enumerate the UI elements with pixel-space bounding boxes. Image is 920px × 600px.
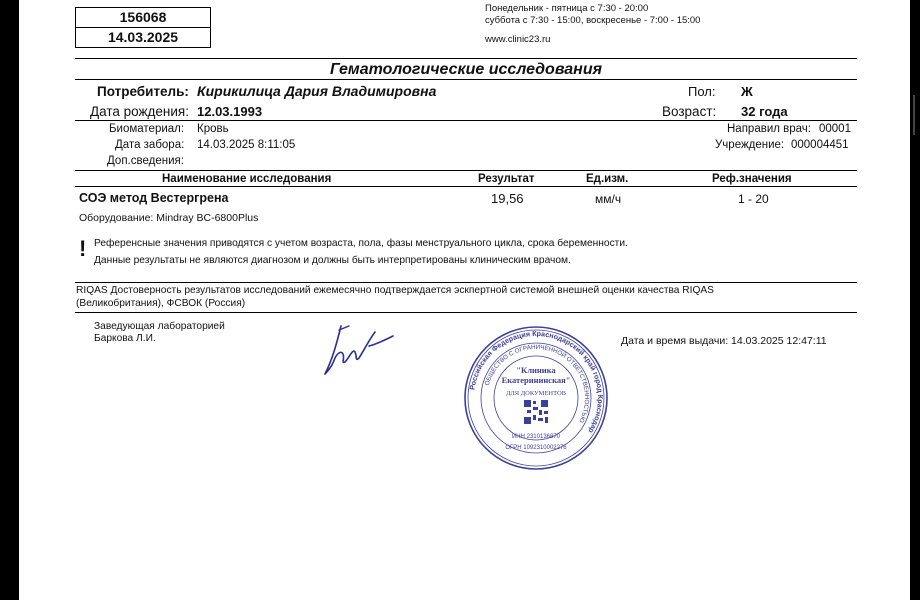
- sample-date-value: 14.03.2025 8:11:05: [197, 139, 296, 151]
- col-header-ref: Реф.значения: [712, 173, 792, 185]
- right-edge: [910, 0, 920, 600]
- issue-datetime: Дата и время выдачи: 14.03.2025 12:47:11: [621, 335, 827, 347]
- stamp-ring-text: Российская Федерация Краснодарский край город Краснодар: [467, 328, 606, 435]
- clinic-stamp: [463, 325, 609, 471]
- institution-label: Учреждение:: [715, 139, 785, 151]
- sample-date-label: Дата забора:: [115, 139, 185, 151]
- doctor-label: Направил врач:: [727, 123, 811, 135]
- document-page: [19, 0, 910, 600]
- stamp-center-line-2: Екатерининская": [501, 375, 571, 385]
- riqas-top-rule: [75, 282, 857, 283]
- website: www.clinic23.ru: [485, 34, 551, 45]
- stamp-center-line-3: ДЛЯ ДОКУМЕНТОВ: [505, 390, 567, 397]
- stamp-qr-icon: [524, 400, 548, 424]
- notes-exclamation-icon: !: [79, 236, 87, 261]
- consumer-label: Потребитель:: [97, 84, 189, 99]
- riqas-bottom-rule: [75, 312, 857, 313]
- biomaterial-value: Кровь: [197, 123, 229, 135]
- col-header-name: Наименование исследования: [162, 173, 332, 185]
- title-top-rule: [75, 58, 857, 59]
- age-label: Возраст:: [662, 104, 717, 119]
- stamp-center-line-1: "Клиника: [516, 365, 556, 375]
- equipment-line: Оборудование: Mindray BC-6800Plus: [79, 212, 259, 224]
- age-value: 32 года: [741, 104, 788, 119]
- dob-rule: [75, 120, 857, 121]
- stamp-ogrn: ОГРН 1092310002276: [505, 445, 567, 451]
- order-number: 156068: [119, 9, 167, 25]
- signature-icon: [319, 318, 399, 380]
- table-row-unit: мм/ч: [595, 192, 622, 206]
- doctor-value: 00001: [819, 123, 851, 135]
- hours-line-2: суббота с 7:30 - 15:00, воскресенье - 7:00 - 15:00: [485, 15, 701, 26]
- page-title: Гематологические исследования: [329, 61, 603, 78]
- order-number-box: [75, 7, 211, 28]
- note-line-1: Референсные значения приводятся с учетом возраста, пола, фазы менструального цикла, срока беременности.: [94, 238, 628, 249]
- institution-value: 000004451: [791, 139, 849, 151]
- table-row-name: СОЭ метод Вестергрена: [79, 191, 229, 205]
- sex-label: Пол:: [688, 84, 716, 99]
- stamp-inn: ИНН 2310136870: [511, 434, 561, 440]
- order-date-box: [75, 27, 211, 48]
- order-date: 14.03.2025: [107, 29, 179, 45]
- sex-value: Ж: [741, 84, 753, 99]
- note-line-2: Данные результаты не являются диагнозом и должны быть интерпретированы клиническим врачом.: [94, 255, 571, 266]
- head-title: Заведующая лабораторией: [94, 321, 225, 332]
- extra-label: Доп.сведения:: [107, 155, 184, 167]
- table-header-top-rule: [75, 170, 857, 171]
- dob-value: 12.03.1993: [197, 104, 263, 119]
- table-row-result: 19,56: [491, 191, 524, 206]
- table-row-ref: 1 - 20: [738, 192, 769, 206]
- edge-tick: [913, 95, 915, 135]
- biomaterial-label: Биоматериал:: [109, 123, 185, 135]
- title-bottom-rule: [75, 79, 857, 80]
- hours-line-1: Понедельник - пятница с 7:30 - 20:00: [485, 3, 649, 14]
- dob-label: Дата рождения:: [90, 104, 189, 119]
- consumer-name: Кирикилица Дария Владимировна: [197, 83, 437, 99]
- col-header-unit: Ед.изм.: [586, 173, 629, 185]
- riqas-line-2: (Великобритания), ФСВОК (Россия): [76, 298, 246, 309]
- riqas-line-1: RIQAS Достоверность результатов исследований ежемесячно подтверждается эскпертной системой внешней оценки качества RIQAS: [76, 285, 714, 296]
- stamp-org-text: ОБЩЕСТВО С ОГРАНИЧЕННОЙ ОТВЕТСТВЕННОСТЬЮ: [483, 343, 591, 424]
- table-header-bottom-rule: [75, 186, 857, 187]
- col-header-result: Результат: [478, 173, 535, 185]
- head-name: Баркова Л.И.: [94, 333, 156, 344]
